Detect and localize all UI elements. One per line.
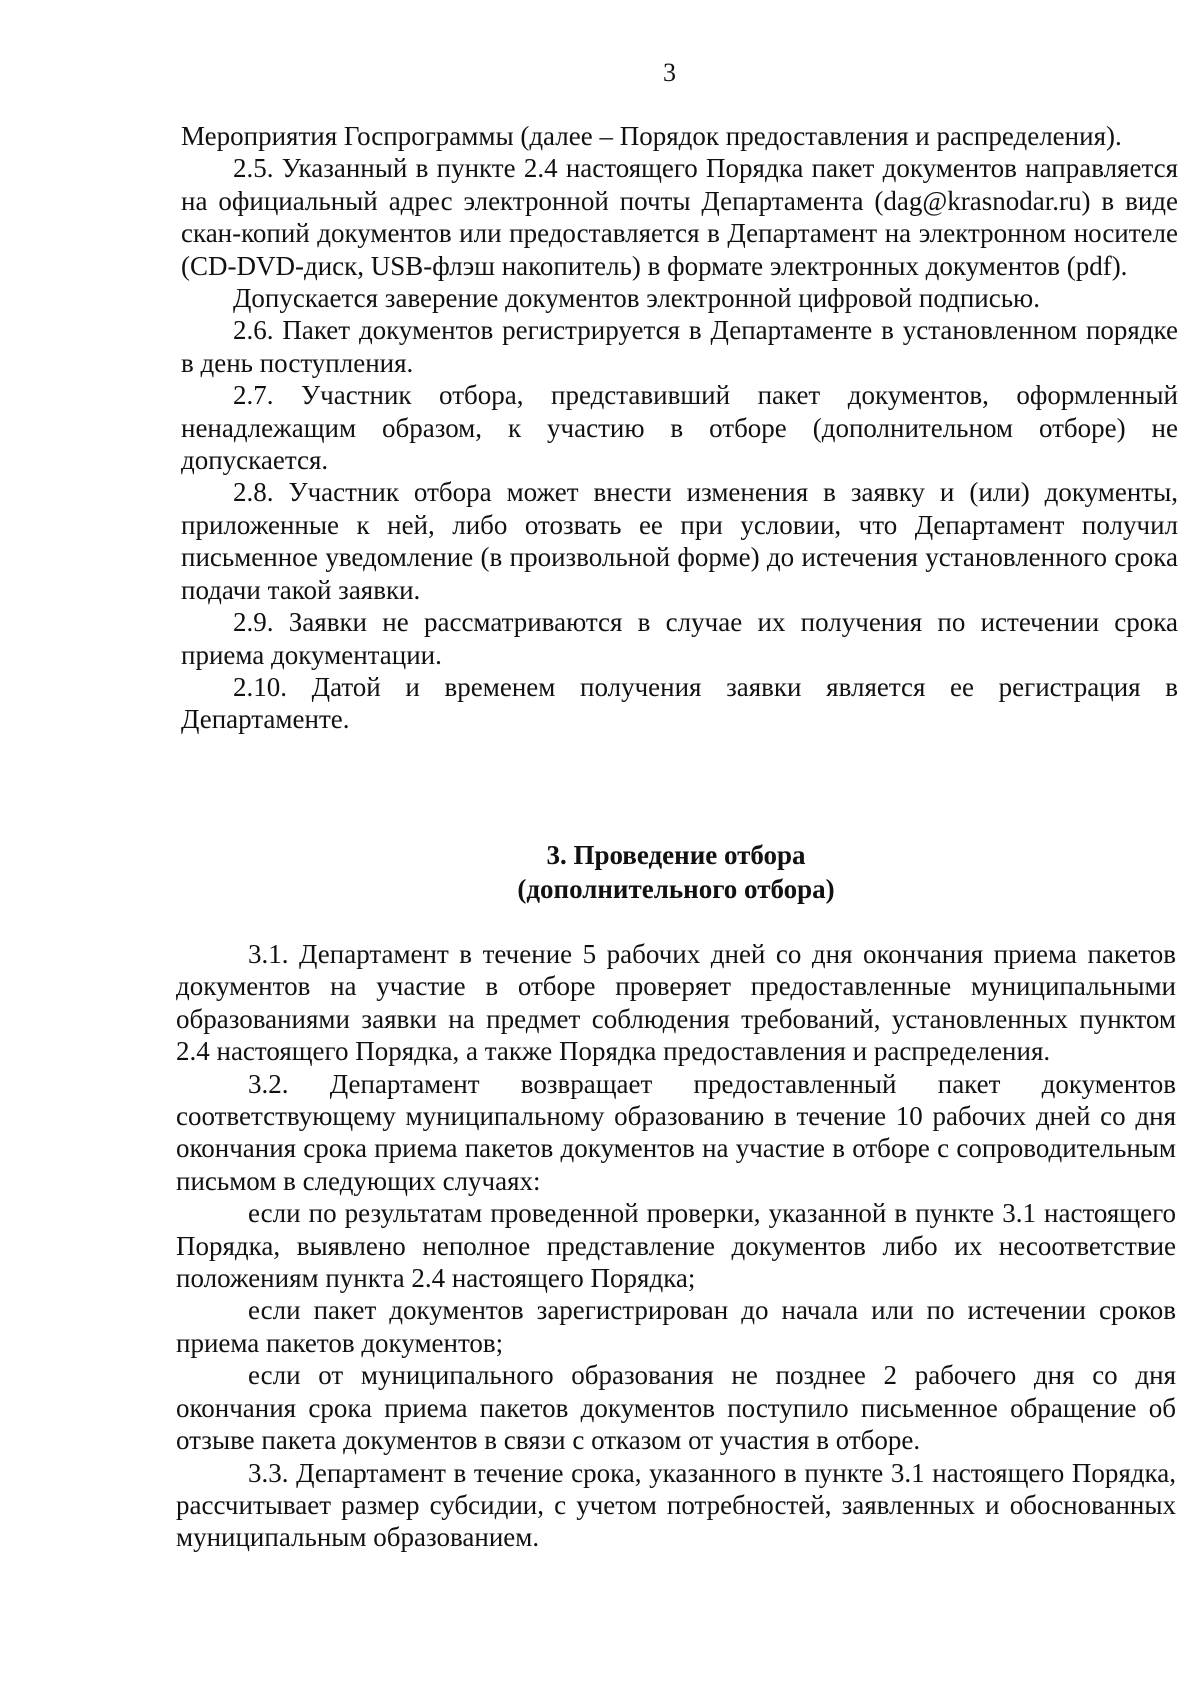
- paragraph-3-3: 3.3. Департамент в течение срока, указанного в пункте 3.1 настоящего Порядка, рассчитывает размер субсидии, с учетом потребностей, заявленных и обоснованных муниципальным образованием.: [176, 1457, 1176, 1553]
- section-3-heading-line-1: 3. Проведение отбора: [546, 840, 806, 870]
- paragraph-2-5: 2.5. Указанный в пункте 2.4 настоящего Порядка пакет документов направляется на официальный адрес электронной почты Департамента (dag@krasnodar.ru) в виде скан-копий документов или предоставляется в Департамент на электронном носителе (CD-DVD-диск, USB-флэш накопитель) в формате электронных документов (pdf).: [181, 153, 1178, 281]
- paragraph-2-7: 2.7. Участник отбора, представивший пакет документов, оформленный ненадлежащим образом, к участию в отборе (дополнительном отборе) не допускается.: [181, 380, 1178, 476]
- section-3-text: [176, 938, 1176, 1554]
- paragraph-3-2-case-2: если пакет документов зарегистрирован до начала или по истечении сроков приема пакетов документов;: [176, 1295, 1176, 1358]
- paragraph-2-6: 2.6. Пакет документов регистрируется в Департаменте в установленном порядке в день поступления.: [181, 315, 1178, 378]
- paragraph-2-10: 2.10. Датой и временем получения заявки является ее регистрация в Департаменте.: [181, 671, 1178, 735]
- paragraph-3-2-case-1: если по результатам проведенной проверки, указанной в пункте 3.1 настоящего Порядка, выявлено неполное представление документов либо их несоответствие положениям пункта 2.4 настоящего Порядка;: [176, 1198, 1176, 1294]
- paragraph-3-2-case-3: если от муниципального образования не позднее 2 рабочего дня со дня окончания срока приема пакетов документов поступило письменное обращение об отзыве пакета документов в связи с отказом от участия в отборе.: [176, 1360, 1176, 1456]
- paragraph-2-8: 2.8. Участник отбора может внести изменения в заявку и (или) документы, приложенные к ней, либо отозвать ее при условии, что Департамент получил письменное уведомление (в произвольной форме) до истечения установленного срока подачи такой заявки.: [181, 477, 1178, 605]
- section-2-text: [181, 120, 1178, 736]
- paragraph-2-5-signature: Допускается заверение документов электронной цифровой подписью.: [233, 283, 1040, 314]
- paragraph-3-1: 3.1. Департамент в течение 5 рабочих дней со дня окончания приема пакетов документов на участие в отборе проверяет предоставленные муниципальными образованиями заявки на предмет соблюдения требований, установленных пунктом 2.4 настоящего Порядка, а также Порядка предоставления и распределения.: [176, 939, 1176, 1067]
- paragraph-continuation: Мероприятия Госпрограммы (далее – Порядок предоставления и распределения).: [181, 121, 1122, 151]
- paragraph-2-9: 2.9. Заявки не рассматриваются в случае их получения по истечении срока приема документации.: [181, 607, 1178, 670]
- page-number: 3: [663, 58, 676, 87]
- section-3-heading: [176, 838, 1176, 906]
- paragraph-3-2: 3.2. Департамент возвращает предоставленный пакет документов соответствующему муниципальному образованию в течение 10 рабочих дней со дня окончания срока приема пакетов документов на участие в отборе с сопроводительным письмом в следующих случаях:: [176, 1068, 1176, 1196]
- section-3-heading-line-2: (дополнительного отбора): [517, 874, 835, 904]
